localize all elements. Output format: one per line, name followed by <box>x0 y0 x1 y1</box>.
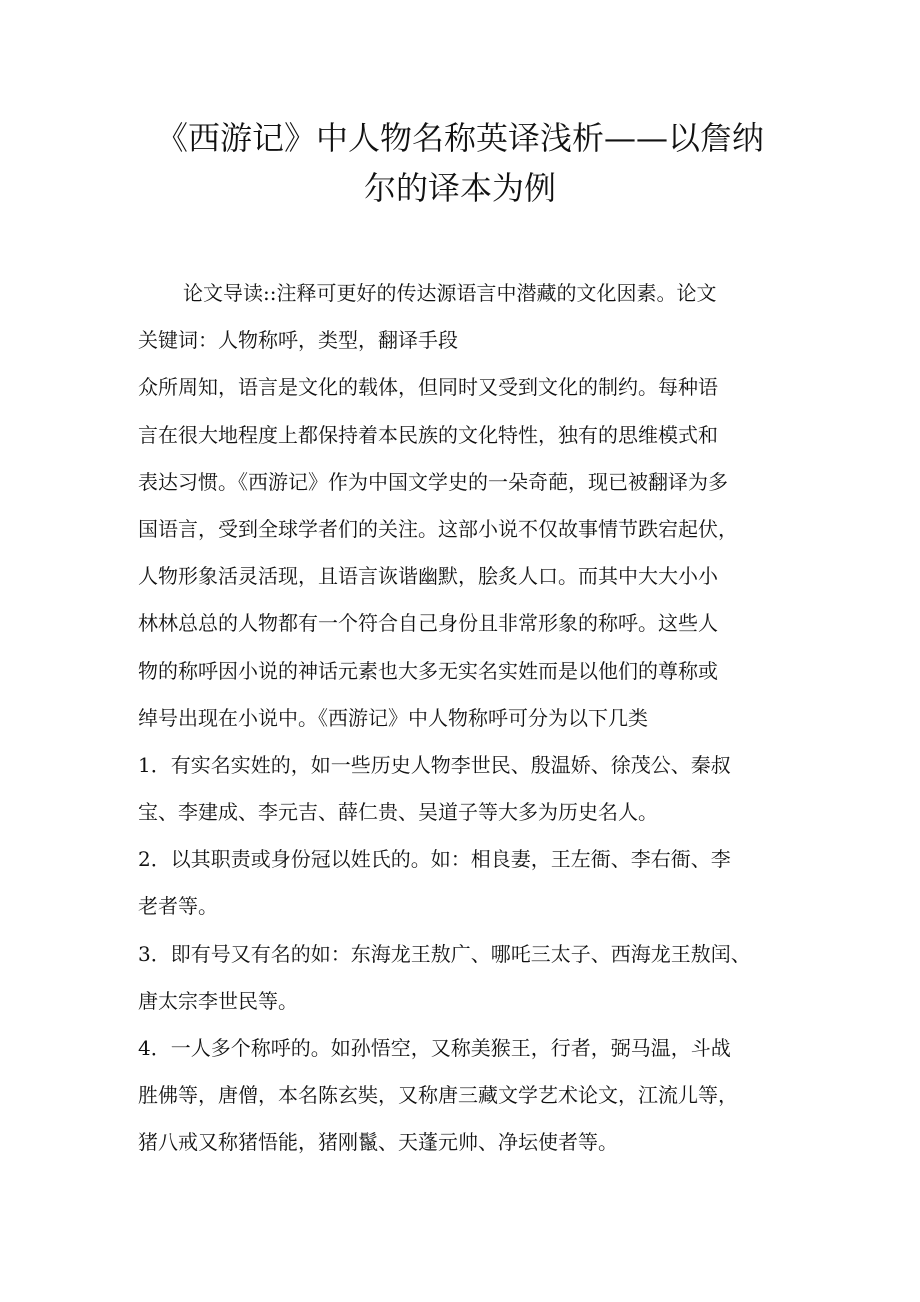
paragraph-line: 物的称呼因小说的神话元素也大多无实名实姓而是以他们的尊称或 <box>138 658 718 683</box>
list-item-2-line: 2．以其职责或身份冠以姓氏的。如：相良妻，王左衙、李右衙、李 <box>138 847 731 872</box>
list-item-4-line: 猪八戒又称猪悟能，猪刚鬣、天蓬元帅、净坛使者等。 <box>138 1130 618 1155</box>
list-item-4-line: 4．一人多个称呼的。如孙悟空，又称美猴王，行者，弼马温，斗战 <box>138 1036 731 1060</box>
document-title <box>120 113 800 213</box>
list-item-4-line: 胜佛等，唐僧，本名陈玄奘，又称唐三藏文学艺术论文，江流儿等， <box>138 1083 738 1108</box>
list-item-3-line: 唐太宗李世民等。 <box>138 988 298 1013</box>
document-body <box>138 270 798 1167</box>
paragraph-line: 众所周知，语言是文化的载体，但同时又受到文化的制约。每种语 <box>138 375 718 400</box>
list-item-1-line: 宝、李建成、李元吉、薛仁贵、吴道子等大多为历史名人。 <box>138 800 658 825</box>
title-line-1: 《西游记》中人物名称英译浅析——以詹纳 <box>155 119 764 157</box>
abstract-line: 论文导读::注释可更好的传达源语言中潜藏的文化因素。论文 <box>183 281 717 305</box>
paragraph-line: 国语言，受到全球学者们的关注。这部小说不仅故事情节跌宕起伏， <box>138 516 738 541</box>
list-item-1-line: 1．有实名实姓的，如一些历史人物李世民、殷温娇、徐茂公、秦叔 <box>138 752 731 777</box>
paragraph-line: 人物形象活灵活现，且语言诙谐幽默，脍炙人口。而其中大大小小 <box>138 564 718 589</box>
paragraph-line: 林林总总的人物都有一个符合自己身份且非常形象的称呼。这些人 <box>138 611 718 636</box>
list-item-2-line: 老者等。 <box>138 894 218 919</box>
title-line-2: 尔的译本为例 <box>363 169 556 207</box>
list-item-3-line: 3．即有号又有名的如：东海龙王敖广、哪吒三太子、西海龙王敖闰、 <box>138 941 751 966</box>
paragraph-line: 言在很大地程度上都保持着本民族的文化特性，独有的思维模式和 <box>138 422 718 447</box>
paragraph-line: 表达习惯。《西游记》作为中国文学史的一朵奇葩，现已被翻译为多 <box>138 469 728 494</box>
keywords-line: 关键词：人物称呼，类型，翻译手段 <box>138 328 458 353</box>
paragraph-line: 绰号出现在小说中。《西游记》中人物称呼可分为以下几类 <box>138 705 648 730</box>
